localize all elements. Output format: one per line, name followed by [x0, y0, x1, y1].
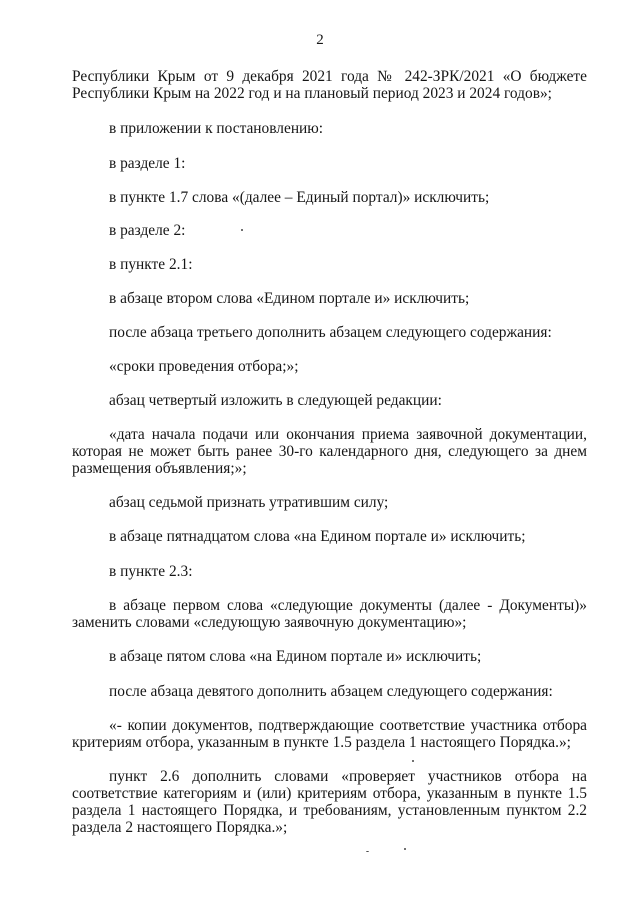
scan-speck — [412, 760, 414, 762]
paragraph-budget-law-continuation: Республики Крым от 9 декабря 2021 года № 242-ЗРК/2021 «О бюджете Республики Крым на 2022 год и на плановый период 2023 и 2024 годов»; — [72, 68, 587, 102]
paragraph-clause-1-7: в пункте 1.7 слова «(далее – Единый портал)» исключить; — [109, 189, 490, 206]
paragraph-clause-2-3: в пункте 2.3: — [109, 563, 193, 580]
paragraph-fifteenth-subparagraph: в абзаце пятнадцатом слова «на Едином портале и» исключить; — [109, 528, 526, 545]
paragraph-start-date-quote: «дата начала подачи или окончания приема заявочной документации, которая не может быть ранее 30-го календарного дня, следующего за днем размещения объявления;»; — [72, 426, 587, 477]
paragraph-after-ninth-subparagraph: после абзаца девятого дополнить абзацем следующего содержания: — [109, 683, 553, 700]
scan-speck — [404, 848, 406, 850]
paragraph-second-subparagraph: в абзаце втором слова «Едином портале и» исключить; — [109, 290, 470, 307]
paragraph-fifth-subparagraph: в абзаце пятом слова «на Едином портале и» исключить; — [109, 648, 482, 665]
paragraph-selection-dates-quote: «сроки проведения отбора;»; — [109, 358, 299, 375]
scan-speck — [241, 229, 243, 231]
paragraph-first-subparagraph-documents: в абзаце первом слова «следующие документы (далее - Документы)» заменить словами «следующую заявочную документацию»; — [72, 597, 587, 631]
paragraph-seventh-void: абзац седьмой признать утратившим силу; — [109, 494, 389, 511]
paragraph-after-third-subparagraph: после абзаца третьего дополнить абзацем следующего содержания: — [109, 324, 552, 341]
paragraph-document-copies-quote: «- копии документов, подтверждающие соответствие участника отбора критериям отбора, указанным в пункте 1.5 раздела 1 настоящего Порядка.»; — [72, 717, 587, 751]
paragraph-section-2: в разделе 2: — [109, 222, 186, 239]
page-number: 2 — [316, 32, 324, 48]
paragraph-fourth-subparagraph: абзац четвертый изложить в следующей редакции: — [109, 392, 442, 409]
paragraph-section-1: в разделе 1: — [109, 155, 186, 172]
paragraph-clause-2-6: пункт 2.6 дополнить словами «проверяет участников отбора на соответствие категориям и (или) критериям отбора, указанным в пункте 1.5 раздела 1 настоящего Порядка, и требованиям, установленным пунктом 2.2 раздела 2 настоящего Порядка.»; — [72, 768, 587, 836]
paragraph-in-appendix: в приложении к постановлению: — [109, 120, 324, 137]
scan-speck — [366, 851, 369, 852]
paragraph-clause-2-1: в пункте 2.1: — [109, 256, 193, 273]
